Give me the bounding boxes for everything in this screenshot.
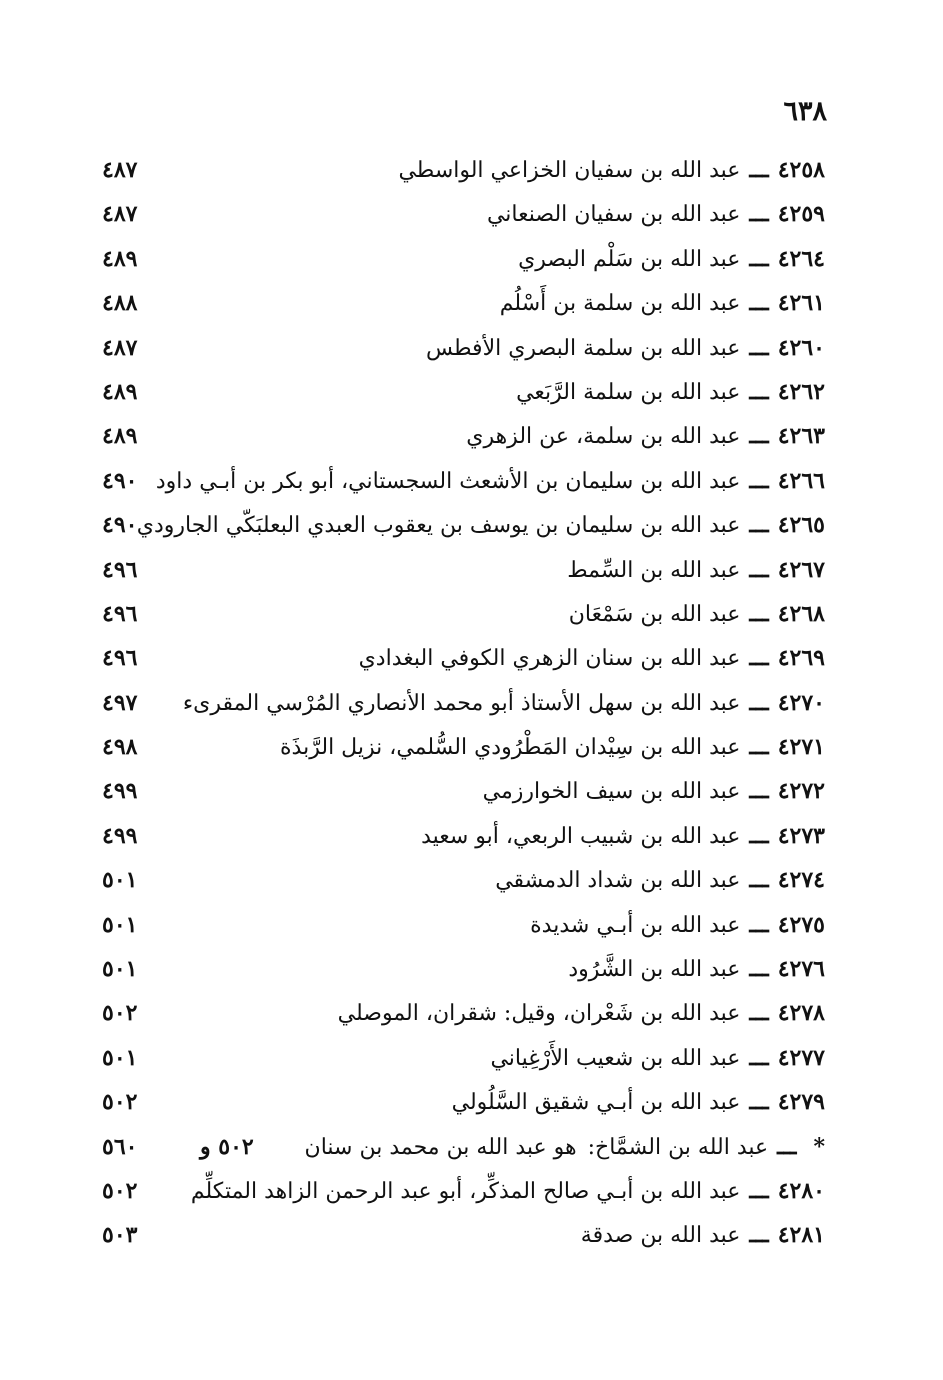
- entry-page: ٥٠٢: [102, 1177, 138, 1204]
- entry-page: ٤٩٩: [102, 778, 138, 805]
- entry-dash: ـــ: [749, 1177, 769, 1204]
- entry-name: عبد الله بن سلمة بن أَسْلُم: [499, 291, 741, 317]
- page-number: ٦٣٨: [783, 96, 827, 127]
- index-entry: [421, 820, 825, 853]
- entry-dash: ـــ: [749, 1044, 769, 1071]
- index-row: [0, 283, 943, 327]
- entry-page: ٤٩٩: [102, 822, 138, 849]
- entry-number: ٤٢٦٣: [777, 423, 825, 450]
- entry-page: ٥٠١: [102, 956, 138, 983]
- index-entry: [466, 420, 825, 453]
- index-entry: [483, 775, 825, 808]
- index-row: [0, 328, 943, 372]
- entry-number: ٤٢٦٧: [777, 556, 825, 583]
- index-row: [0, 550, 943, 594]
- entry-dash: ـــ: [749, 1089, 769, 1116]
- entry-name: عبد الله بن سيف الخوارزمي: [482, 779, 741, 805]
- index-entry: [137, 509, 825, 542]
- entry-page: ٤٩٠: [102, 512, 138, 539]
- index-row: [0, 771, 943, 815]
- entry-dash: ـــ: [749, 423, 769, 450]
- entry-number: ٤٢٨٠: [777, 1177, 825, 1204]
- entry-page: ٥٠٢: [102, 1089, 138, 1116]
- entry-number: ٤٢٦٨: [777, 600, 825, 627]
- index-entry: [516, 376, 825, 409]
- index-row: [0, 1215, 943, 1259]
- entry-page: ٤٩٦: [102, 645, 138, 672]
- cross-reference-name: عبد الله بن الشمَّاخ:: [587, 1134, 769, 1160]
- entry-number: ٤٢٥٩: [777, 201, 825, 228]
- entry-dash: ـــ: [749, 157, 769, 183]
- index-entry: [581, 1219, 825, 1252]
- entry-dash: ـــ: [749, 467, 769, 494]
- index-entries: [0, 150, 943, 1260]
- cross-reference-page-a: ٥٠٢ و: [200, 1133, 254, 1160]
- entry-name: عبد الله بن سَمْعَان: [568, 601, 741, 627]
- index-row: [0, 239, 943, 283]
- entry-number: ٤٢٥٨: [777, 157, 825, 183]
- entry-page: ٤٨٨: [102, 290, 138, 317]
- entry-dash: ـــ: [749, 867, 769, 894]
- entry-name: عبد الله بن سلمة الرَّبَعي: [516, 379, 741, 405]
- index-entry: [518, 243, 825, 276]
- entry-dash: ـــ: [749, 245, 769, 272]
- index-row: [0, 594, 943, 638]
- index-entry: [452, 1086, 825, 1119]
- cross-reference-page-b: ٥٦٠: [102, 1133, 138, 1160]
- entry-dash: ـــ: [749, 645, 769, 672]
- index-row: [0, 860, 943, 904]
- index-row: [0, 993, 943, 1037]
- entry-name: عبد الله بن سليمان بن يوسف بن يعقوب العبدي البعلبَكّي الجارودي: [136, 513, 741, 539]
- entry-name: عبد الله بن أبـي شديدة: [530, 912, 741, 938]
- index-row: [0, 461, 943, 505]
- entry-name: عبد الله بن سنان الزهري الكوفي البغدادي: [358, 646, 741, 672]
- index-entry: [567, 554, 825, 587]
- index-row: [0, 1171, 943, 1215]
- index-entry: [359, 642, 825, 675]
- index-row: [0, 505, 943, 549]
- index-entry: [156, 465, 825, 498]
- entry-dash: ـــ: [749, 734, 769, 761]
- entry-dash: ـــ: [749, 556, 769, 583]
- index-entry: [487, 198, 825, 231]
- index-entry: [569, 598, 825, 631]
- entry-dash: ـــ: [749, 689, 769, 716]
- entry-name: عبد الله بن سليمان بن الأشعث السجستاني، أبو بكر بن أبـي داود: [155, 468, 741, 494]
- entry-page: ٥٠١: [102, 911, 138, 938]
- entry-number: ٤٢٧٦: [777, 956, 825, 983]
- entry-dash: ـــ: [749, 290, 769, 317]
- entry-page: ٥٠١: [102, 1044, 138, 1071]
- entry-number: ٤٢٧٩: [777, 1089, 825, 1116]
- entry-number: ٤٢٦١: [777, 290, 825, 317]
- entry-name: عبد الله بن سهل الأستاذ أبو محمد الأنصاري المُرْسي المقرىء: [182, 690, 741, 716]
- entry-page: ٤٩٦: [102, 556, 138, 583]
- index-row: [0, 1082, 943, 1126]
- index-row: [0, 372, 943, 416]
- index-entry: [495, 864, 825, 897]
- entry-page: ٥٠١: [102, 867, 138, 894]
- entry-name: عبد الله بن شداد الدمشقي: [495, 868, 741, 894]
- entry-name: عبد الله بن الشَّرُود: [568, 957, 741, 983]
- entry-number: ٤٢٧٤: [777, 867, 825, 894]
- entry-number: ٤٢٦٢: [777, 378, 825, 405]
- asterisk-marker: *: [813, 1133, 825, 1160]
- entry-page: ٤٩٨: [102, 734, 138, 761]
- entry-number: ٤٢٧١: [777, 734, 825, 761]
- entry-page: ٥٠٣: [102, 1222, 138, 1249]
- entry-dash: ـــ: [777, 1133, 797, 1160]
- index-row: [0, 905, 943, 949]
- entry-number: ٤٢٧٧: [777, 1044, 825, 1071]
- index-entry: [338, 997, 825, 1030]
- index-entry: [568, 953, 825, 986]
- cross-reference-target: هو عبد الله بن محمد بن سنان: [304, 1134, 577, 1160]
- entry-dash: ـــ: [749, 822, 769, 849]
- entry-number: ٤٢٧٢: [777, 778, 825, 805]
- entry-dash: ـــ: [749, 1222, 769, 1249]
- entry-name: عبد الله بن شَعْران، وقيل: شقران، الموصلي: [337, 1001, 741, 1027]
- entry-name: عبد الله بن صدقة: [580, 1223, 741, 1249]
- entry-number: ٤٢٦٩: [777, 645, 825, 672]
- entry-name: عبد الله بن أبـي صالح المذكِّر، أبو عبد الرحمن الزاهد المتكلِّم: [190, 1178, 741, 1204]
- entry-name: عبد الله بن شعيب الأَرْغِياني: [490, 1045, 741, 1071]
- entry-name: عبد الله بن سِيْدان المَطْرُودي السُّلمي، نزيل الرَّبذَة: [280, 735, 741, 761]
- entry-number: ٤٢٦٤: [777, 245, 825, 272]
- entry-name: عبد الله بن السِّمط: [567, 557, 741, 583]
- entry-number: ٤٢٦٠: [777, 334, 825, 361]
- index-entry: [500, 287, 825, 320]
- entry-page: ٥٠٢: [102, 1000, 138, 1027]
- entry-name: عبد الله بن سَلْم البصري: [518, 246, 741, 272]
- index-entry: [398, 154, 825, 187]
- entry-dash: ـــ: [749, 956, 769, 983]
- index-entry: [191, 1175, 825, 1208]
- index-row: [0, 1038, 943, 1082]
- index-row: [0, 949, 943, 993]
- index-entry: [183, 687, 825, 720]
- entry-page: ٤٩٦: [102, 600, 138, 627]
- entry-number: ٤٢٧٥: [777, 911, 825, 938]
- entry-name: عبد الله بن سلمة البصري الأفطس: [425, 335, 741, 361]
- entry-dash: ـــ: [749, 1000, 769, 1027]
- entry-number: ٤٢٦٦: [777, 467, 825, 494]
- entry-dash: ـــ: [749, 512, 769, 539]
- entry-page: ٤٩٠: [102, 467, 138, 494]
- entry-number: ٤٢٧٣: [777, 822, 825, 849]
- index-entry: [280, 731, 825, 764]
- index-row: [0, 683, 943, 727]
- entry-name: عبد الله بن أبـي شقيق السَّلُولي: [451, 1090, 741, 1116]
- entry-number: ٤٢٧٨: [777, 1000, 825, 1027]
- index-entry: [530, 909, 825, 942]
- entry-name: عبد الله بن سفيان الخزاعي الواسطي: [398, 158, 741, 183]
- entry-page: ٤٨٧: [102, 157, 138, 183]
- entry-dash: ـــ: [749, 378, 769, 405]
- entry-name: عبد الله بن سفيان الصنعاني: [486, 202, 741, 228]
- entry-dash: ـــ: [749, 600, 769, 627]
- entry-dash: ـــ: [749, 778, 769, 805]
- index-row: [0, 727, 943, 771]
- cross-reference-entry: [305, 1131, 825, 1164]
- entry-name: عبد الله بن شبيب الربعي، أبو سعيد: [421, 823, 741, 849]
- entry-name: عبد الله بن سلمة، عن الزهري: [466, 424, 741, 450]
- entry-page: ٤٩٧: [102, 689, 138, 716]
- entry-number: ٤٢٨١: [777, 1222, 825, 1249]
- entry-number: ٤٢٦٥: [777, 512, 825, 539]
- entry-page: ٤٨٩: [102, 378, 138, 405]
- entry-dash: ـــ: [749, 334, 769, 361]
- entry-page: ٤٨٧: [102, 201, 138, 228]
- entry-dash: ـــ: [749, 911, 769, 938]
- cross-reference-row: [0, 1127, 943, 1171]
- index-row: [0, 416, 943, 460]
- index-row: [0, 150, 943, 194]
- entry-page: ٤٨٧: [102, 334, 138, 361]
- entry-dash: ـــ: [749, 201, 769, 228]
- entry-number: ٤٢٧٠: [777, 689, 825, 716]
- index-row: [0, 816, 943, 860]
- index-entry: [490, 1042, 825, 1075]
- index-entry: [426, 332, 825, 365]
- index-row: [0, 638, 943, 682]
- index-row: [0, 194, 943, 238]
- entry-page: ٤٨٩: [102, 423, 138, 450]
- entry-page: ٤٨٩: [102, 245, 138, 272]
